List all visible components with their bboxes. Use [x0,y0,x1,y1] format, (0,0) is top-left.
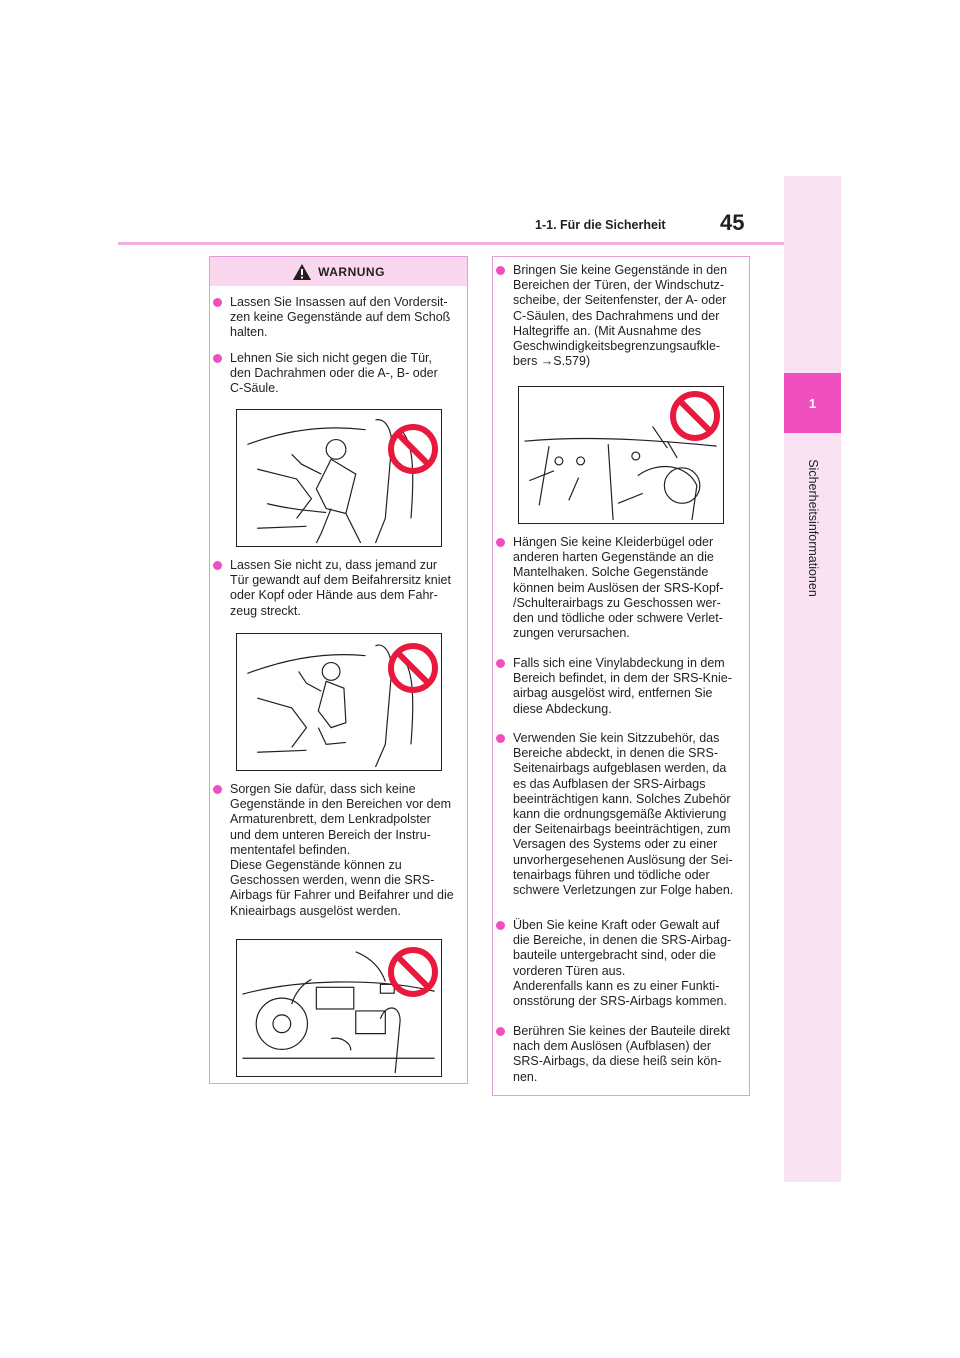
illustration-objects-on-dashboard [236,939,442,1077]
bullet-dot [496,1027,505,1036]
bullet-text: Üben Sie keine Kraft oder Gewalt auf die Bereiche, in denen die SRS-Airbag- bauteile untergebracht sind, oder die vorderen Türen aus. Anderenfalls kann es zu einer Funkti- onsstörung der SRS-Airbags kommen. [513,918,732,1009]
bullet-dot [496,921,505,930]
section-title: 1-1. Für die Sicherheit [535,218,666,232]
illustration-objects-on-pillars [518,386,724,524]
chapter-title-text: Sicherheitsinformationen [805,459,820,597]
bullet-dot [213,354,222,363]
illustration-kneeling-on-seat [236,633,442,771]
bullet-dot [496,538,505,547]
prohibition-icon [669,390,721,442]
bullet-text: Lassen Sie nicht zu, dass jemand zur Tür gewandt auf dem Beifahrersitz kniet oder Kopf oder Hände aus dem Fahr- zeug streckt. [230,558,451,618]
bullet-dot [496,734,505,743]
bullet-dot [213,561,222,570]
warning-triangle-icon [292,263,312,281]
chapter-side-tab [784,176,841,1182]
bullet-dot [213,785,222,794]
header-divider [118,242,784,245]
bullet-dot [496,266,505,275]
bullet-text: Verwenden Sie kein Sitzzubehör, das Bereiche abdeckt, in denen die SRS- Seitenairbags aufgeblasen werden, da es das Aufblasen der SRS-Airbags beeinträchtigen kann. Solches Zubehör kann die ordnungsgemäße Aktivierung der Seitenairbags beeinträchtigen, zum Versagen des Systems oder zu einer unvorhergesehenen Auslösung der Sei- tenairbags führen und tödliche oder schwere Verletzungen zur Folge haben. [513,731,734,898]
prohibition-icon [387,642,439,694]
prohibition-icon [387,946,439,998]
warning-header [210,257,467,286]
chapter-number: 1 [784,373,841,433]
bullet-text: Falls sich eine Vinylabdeckung in dem Bereich befindet, in dem der SRS-Knie- airbag ausgelöst wird, entfernen Sie diese Abdeckung. [513,656,732,716]
page-number: 45 [720,210,745,235]
chapter-title [784,433,841,623]
bullet-dot [496,659,505,668]
bullet-text: Bringen Sie keine Gegenstände in den Bereichen der Türen, der Windschutz- scheibe, der Seitenfenster, der A- oder C-Säulen, des Dachrahmens und der Haltegriffe an. (Mit Ausnahme des Geschwindigkeitsbegrenzungsaufkle- bers →S.579) [513,263,728,369]
bullet-text: Berühren Sie keines der Bauteile direkt nach dem Auslösen (Aufblasen) der SRS-Airbags, da diese heiß sein kön- nen. [513,1024,730,1084]
prohibition-icon [387,423,439,475]
bullet-text: Lassen Sie Insassen auf den Vordersit- zen keine Gegenstände auf dem Schoß halten. [230,295,451,340]
warning-title: WARNUNG [318,264,385,279]
bullet-dot [213,298,222,307]
illustration-leaning-on-door [236,409,442,547]
bullet-text: Lehnen Sie sich nicht gegen die Tür, den Dachrahmen oder die A-, B- oder C-Säule. [230,351,438,396]
bullet-text: Sorgen Sie dafür, dass sich keine Gegenstände in den Bereichen vor dem Armaturenbrett, dem Lenkradpolster und dem unteren Bereich der Instru- mententafel befinden. Diese Gegenstände können zu Geschossen werden, wenn die SRS- Airbags für Fahrer und Beifahrer und die Knieairbags ausgelöst werden. [230,782,454,918]
bullet-text: Hängen Sie keine Kleiderbügel oder anderen harten Gegenstände an die Mantelhaken. Solche Gegenstände können beim Auslösen der SRS-Kopf- /Schulterairbags zu Geschossen wer- den und tödliche oder schwere Verlet- zungen verursachen. [513,535,724,641]
